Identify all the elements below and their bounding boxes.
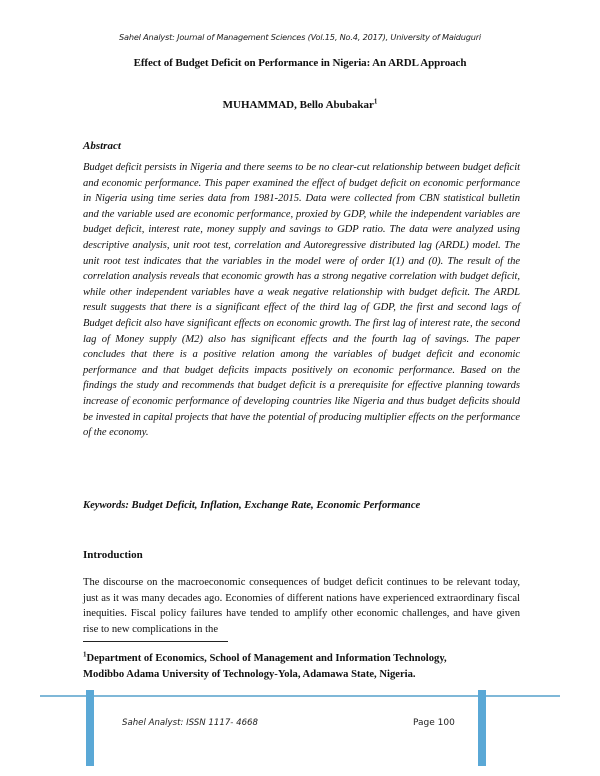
paper-title: Effect of Budget Deficit on Performance in Nigeria: An ARDL Approach — [133, 57, 467, 69]
running-header: Sahel Analyst: Journal of Management Sciences (Vol.15, No.4, 2017), University of Maiduguri — [119, 32, 481, 42]
footer-issn: Sahel Analyst: ISSN 1117- 4668 — [122, 718, 258, 728]
footnote-mark: 1 — [83, 650, 87, 659]
author-line — [0, 99, 600, 111]
author-name: MUHAMMAD, Bello Abubakar — [222, 99, 374, 111]
footnote-divider — [83, 641, 228, 642]
introduction-text: The discourse on the macroeconomic consequences of budget deficit continues to be relevant today, just as it was many decades ago. Economies of different nations have experienced extraordinary fiscal inequities. Fiscal policy failures have tended to amplify other economic challenges, and have given rise to new complications in the — [83, 577, 520, 635]
author-footnote-mark: 1 — [373, 97, 378, 106]
abstract-heading: Abstract — [83, 140, 121, 152]
introduction-heading: Introduction — [83, 549, 143, 561]
footnote — [83, 651, 520, 683]
abstract-text: Budget deficit persists in Nigeria and there seems to be no clear-cut relationship between budget deficit and economic performance. This paper examined the effect of budget deficit on economic performance in Nigeria using time series data from 1981-2015. Data were collected from CBN statistical bulletin and the variable used are economic performance, proxied by GDP, while the independent variables are budget deficit, interest rate, money supply and savings to GDP ratio. The data were analyzed using descriptive analysis, unit root test, correlation and Autoregressive distributed lag (ARDL) model. The unit root test indicates that the variables in the model were of order I(1) and (0). The result of the correlation analysis reveals that economic growth has a strong negative correlation with budget deficit, while other independent variables have a weak negative relationship with budget deficit. The ARDL result suggests that there is a significant effect of the third lag of GDP, the first and second lags of Budget deficit also have significant effects on economic growth. The first lag of interest rate, the second lag of Money supply (M2) also has significant effects and the fourth lag of savings. The paper concludes that there is a positive relation among the variables of budget deficit and economic performance and that budget deficits impacts positively on economic performance. Based on the findings the study and recommends that budget deficit is a prerequisite for effective planning towards increase of economic performance of developing countries like Nigeria and thus budget deficits should be invested in capital projects that have the potential of producing multiplier effects on the performance of the economy. — [83, 162, 520, 439]
footnote-line-1 — [83, 651, 520, 667]
page-number: Page 100 — [413, 718, 455, 728]
footnote-line-2: Modibbo Adama University of Technology-Yola, Adamawa State, Nigeria. — [83, 668, 416, 680]
keywords-line: Keywords: Budget Deficit, Inflation, Exchange Rate, Economic Performance — [83, 500, 421, 511]
footer-accent-bar-right — [478, 690, 486, 766]
footer-accent-bar-left — [86, 690, 94, 766]
footnote-text-1: Department of Economics, School of Management and Information Technology, — [86, 653, 447, 664]
